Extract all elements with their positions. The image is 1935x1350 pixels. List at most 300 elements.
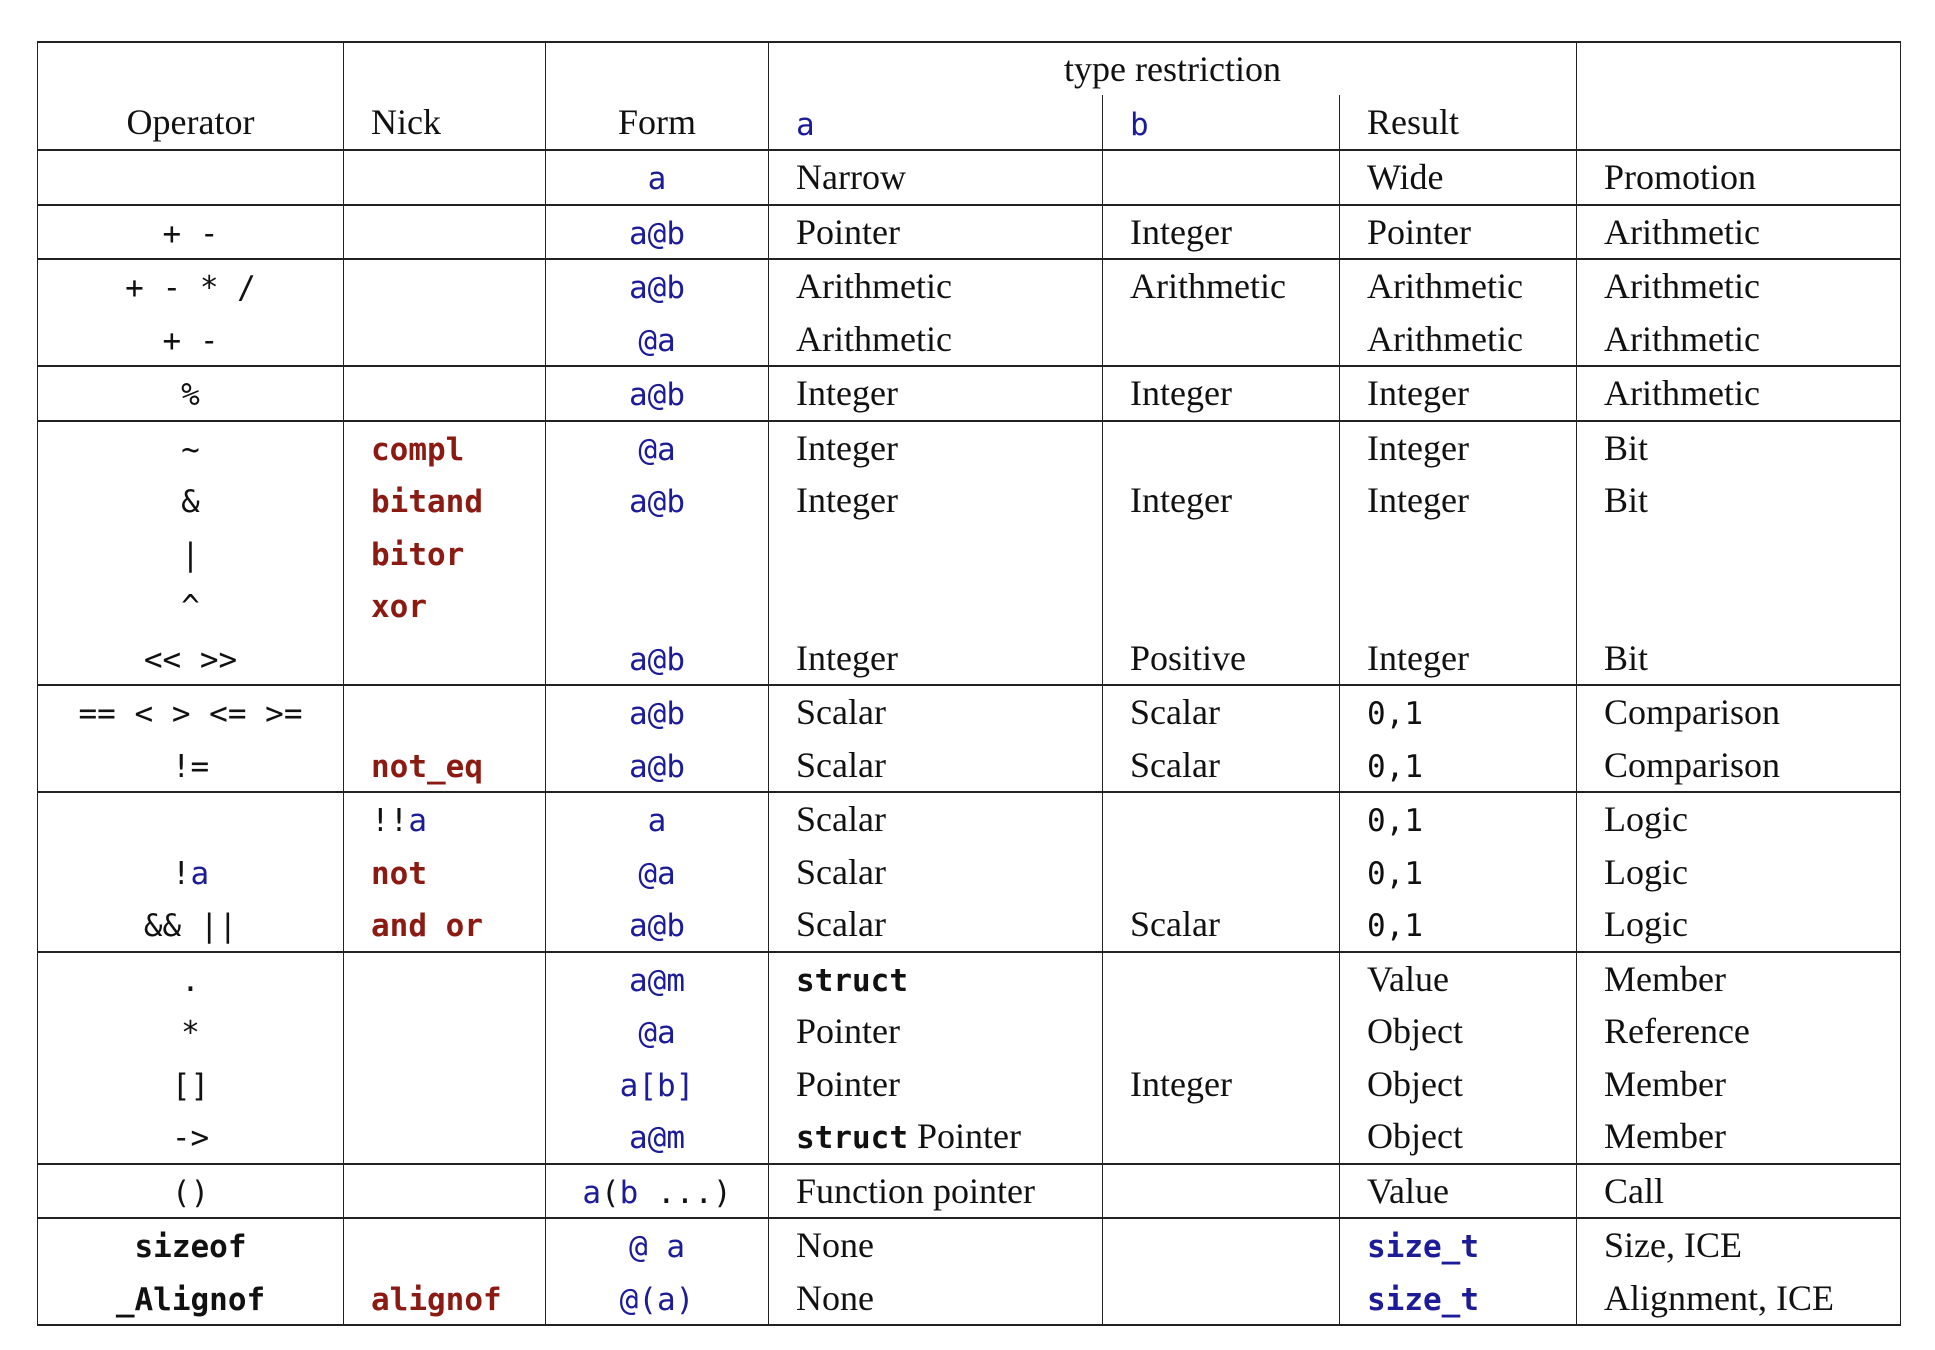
cell-text: . [181,962,200,999]
cell-line [1130,953,1339,1006]
cell-text: Integer [1130,480,1232,520]
cell-text: Object [1367,1116,1463,1156]
cell-text: Arithmetic [796,266,952,306]
cell-type-b [1103,366,1340,421]
cell-type-a [769,792,1103,952]
cell-text: a@b [629,696,685,732]
cell-text: a[b] [619,1067,695,1104]
cell-operator [38,421,344,686]
cell-line [1367,260,1576,313]
cell-text: Member [1604,958,1726,999]
cell-operator [38,952,344,1164]
cell-line [1130,739,1339,792]
cell-text: + - [162,215,219,252]
cell-text: Integer [1367,480,1469,520]
cell-line [796,898,1102,951]
cell-form [546,205,769,260]
cell-line [38,739,343,792]
cell-text: Arithmetic [1604,266,1760,306]
cell-promotion [1577,1218,1901,1325]
cell-line [38,367,343,420]
cell-type-a [769,366,1103,421]
cell-line [371,953,545,1006]
cell-text: a@b [629,641,685,678]
cell-line [1130,206,1339,259]
cell-text: Scalar [796,799,886,839]
cell-line [371,367,545,420]
cell-line [1367,1219,1576,1272]
cell-result [1340,366,1577,421]
cell-text: ! [171,855,191,892]
cell-line [1604,313,1900,366]
cell-line [1130,846,1339,899]
cell-text: Pointer [907,1116,1021,1156]
cell-nick [344,205,546,260]
cell-line [1367,1165,1576,1218]
table-row-group [38,1164,1901,1219]
cell-text: not_eq [371,748,483,785]
table-row-group [38,1218,1901,1325]
cell-line [1367,1110,1576,1163]
cell-line [371,579,545,632]
cell-line [1367,422,1576,475]
cell-text: 0,1 [1367,696,1423,732]
cell-line [1604,422,1900,475]
cell-text: size_t [1367,1281,1479,1318]
cell-form [546,1218,769,1325]
cell-text: a [190,855,210,892]
cell-line [1367,898,1576,951]
cell-type-a [769,259,1103,366]
cell-text: Pointer [796,1011,900,1051]
cell-line [38,1005,343,1058]
cell-promotion [1577,366,1901,421]
cell-line [796,260,1102,313]
cell-line [38,953,343,1006]
cell-text: Comparison [1604,744,1781,785]
cell-line [1367,1005,1576,1058]
cell-line [38,1272,343,1325]
cell-line [1604,474,1900,527]
cell-text: ~ [181,431,200,468]
cell-type-b [1103,421,1340,686]
cell-line [1604,1058,1900,1111]
cell-text: Scalar [796,851,886,892]
cell-line [38,686,343,739]
cell-type-b [1103,952,1340,1164]
cell-line [546,1058,768,1111]
cell-nick [344,685,546,792]
cell-line [371,793,545,846]
cell-text: a@b [629,215,685,252]
cell-text: 0,1 [1367,748,1423,785]
cell-text: Integer [796,480,898,520]
cell-line [1130,686,1339,739]
cell-text: a [582,1174,601,1211]
cell-text: Integer [1130,211,1232,252]
cell-line [1130,898,1339,951]
cell-text: ...) [638,1174,732,1211]
cell-text: Bit [1604,427,1649,468]
cell-line [546,686,768,739]
cell-line [1130,793,1339,846]
cell-operator [38,205,344,260]
cell-text: % [181,377,200,413]
cell-text: Bit [1604,480,1649,520]
cell-nick [344,952,546,1164]
cell-nick [344,792,546,952]
cell-line [1130,151,1339,204]
cell-text: Comparison [1604,692,1781,732]
cell-line [371,527,545,580]
cell-text: Logic [1604,799,1688,839]
cell-line [796,527,1102,580]
cell-line [38,1219,343,1272]
cell-text: Integer [1367,637,1469,678]
cell-line [38,313,343,366]
cell-text: a@b [629,377,685,413]
cell-line [1604,367,1900,420]
cell-line [1367,527,1576,580]
table-row-group [38,366,1901,421]
cell-line [1130,1165,1339,1218]
cell-form [546,792,769,952]
cell-line [1604,1005,1900,1058]
cell-line [796,1005,1102,1058]
cell-line [1367,1058,1576,1111]
cell-text: bitor [371,536,465,573]
table-body [38,150,1901,1325]
table-row-group [38,685,1901,792]
cell-type-a [769,1218,1103,1325]
cell-form [546,685,769,792]
cell-text: Pointer [796,211,900,252]
header-result: Result [1340,95,1577,150]
cell-line [371,1272,545,1325]
cell-text: bitand [371,484,483,520]
cell-text: None [796,1225,874,1265]
cell-line [38,474,343,527]
cell-text: != [171,748,210,785]
cell-line [38,793,343,846]
cell-text: [] [171,1067,210,1104]
cell-operator [38,150,344,205]
cell-line [38,898,343,951]
cell-line [546,632,768,685]
cell-result [1340,421,1577,686]
cell-line [1604,151,1900,204]
cell-line [546,1165,768,1218]
cell-form [546,150,769,205]
cell-promotion [1577,421,1901,686]
cell-line [1604,1219,1900,1272]
header-type-restriction: type restriction [769,42,1577,95]
cell-line [1367,151,1576,204]
cell-result [1340,685,1577,792]
cell-text: Bit [1604,637,1649,678]
cell-text: & [181,484,200,520]
cell-text: Object [1367,1011,1463,1051]
cell-line [38,579,343,632]
cell-line [38,527,343,580]
cell-line [371,422,545,475]
cell-form [546,952,769,1164]
cell-line [1367,367,1576,420]
cell-type-a [769,685,1103,792]
cell-line [38,206,343,259]
cell-line [38,1110,343,1163]
cell-text: and or [371,908,483,944]
cell-text: Object [1367,1063,1463,1104]
cell-promotion [1577,952,1901,1164]
cell-text: Value [1367,958,1449,999]
cell-type-b [1103,792,1340,952]
cell-nick [344,150,546,205]
cell-line [371,1219,545,1272]
cell-nick [344,421,546,686]
cell-operator [38,685,344,792]
cell-promotion [1577,685,1901,792]
cell-line [1604,739,1900,792]
cell-operator [38,792,344,952]
cell-text: Arithmetic [1130,266,1286,306]
cell-line [1130,367,1339,420]
cell-text: struct [796,962,908,999]
cell-text: a@b [629,748,685,785]
cell-text: Integer [796,373,898,413]
cell-line [1367,793,1576,846]
cell-text: a@m [629,962,685,999]
cell-text: !! [371,803,409,839]
cell-line [796,1165,1102,1218]
header-promotion-blank [1577,42,1901,150]
cell-line [1604,686,1900,739]
cell-line [546,151,768,204]
cell-line [796,313,1102,366]
cell-text: not [371,855,427,892]
cell-line [796,474,1102,527]
cell-line [1367,474,1576,527]
cell-line [1130,422,1339,475]
header-a: a [769,95,1103,150]
cell-line [546,422,768,475]
cell-line [796,1110,1102,1163]
cell-text: ( [601,1174,620,1211]
cell-line [1130,1110,1339,1163]
cell-result [1340,1164,1577,1219]
cell-line [546,953,768,1006]
table-row-group [38,952,1901,1164]
cell-line [371,632,545,685]
cell-line [38,422,343,475]
operator-table [37,41,1901,1326]
cell-type-a [769,421,1103,686]
cell-promotion [1577,150,1901,205]
cell-line [38,1058,343,1111]
cell-line [371,1058,545,1111]
cell-type-a [769,1164,1103,1219]
cell-result [1340,792,1577,952]
cell-line [1130,260,1339,313]
cell-line [1604,579,1900,632]
cell-text: Logic [1604,904,1688,944]
cell-line [1130,579,1339,632]
table-header [38,42,1901,150]
cell-line [796,579,1102,632]
cell-line [546,367,768,420]
cell-text: a@b [629,270,685,306]
cell-type-a [769,150,1103,205]
cell-text: a [647,161,667,197]
cell-text: << >> [143,641,238,678]
cell-text: _Alignof [115,1281,266,1318]
cell-text: sizeof [134,1229,247,1265]
cell-result [1340,205,1577,260]
cell-line [546,260,768,313]
cell-line [1130,1272,1339,1325]
cell-result [1340,1218,1577,1325]
cell-text: a [408,803,427,839]
cell-text: Scalar [796,904,886,944]
cell-text: Function pointer [796,1170,1035,1211]
cell-text: Member [1604,1063,1726,1104]
cell-line [796,953,1102,1006]
cell-text: Pointer [1367,211,1471,252]
cell-text: compl [371,431,465,468]
cell-line [371,151,545,204]
cell-text: + - * / [125,270,256,306]
cell-text: a@b [629,908,685,944]
cell-line [371,846,545,899]
cell-line [371,206,545,259]
cell-line [796,422,1102,475]
cell-text: Arithmetic [1604,211,1760,252]
cell-line [546,793,768,846]
cell-line [1130,1219,1339,1272]
cell-line [1130,632,1339,685]
cell-text: @ a [629,1229,685,1265]
cell-line [796,1219,1102,1272]
cell-line [38,151,343,204]
cell-promotion [1577,792,1901,952]
cell-line [796,367,1102,420]
cell-line [1604,206,1900,259]
cell-line [1367,632,1576,685]
cell-type-b [1103,1218,1340,1325]
cell-text: 0,1 [1367,855,1423,892]
cell-line [1604,898,1900,951]
cell-line [1130,313,1339,366]
cell-text: size_t [1367,1229,1479,1265]
cell-line [546,474,768,527]
cell-text: a [647,803,667,839]
cell-form [546,421,769,686]
cell-line [1604,793,1900,846]
cell-operator [38,259,344,366]
cell-text: Positive [1130,637,1247,678]
cell-text: Logic [1604,851,1688,892]
cell-text: Call [1604,1170,1665,1211]
cell-promotion [1577,205,1901,260]
cell-text: Scalar [796,744,886,785]
cell-type-b [1103,205,1340,260]
cell-line [1367,846,1576,899]
cell-line [796,1272,1102,1325]
cell-line [371,686,545,739]
cell-text: && || [143,908,238,944]
cell-text: ^ [181,589,200,625]
cell-line [546,206,768,259]
cell-line [796,1058,1102,1111]
cell-line [1604,1272,1900,1325]
cell-text: Integer [1367,427,1469,468]
cell-line [371,898,545,951]
cell-operator [38,1218,344,1325]
table-row-group [38,421,1901,686]
cell-line [796,151,1102,204]
cell-text: struct [796,1120,908,1156]
header-b: b [1103,95,1340,150]
cell-text: Arithmetic [1367,266,1523,306]
cell-line [1367,686,1576,739]
cell-text: Promotion [1604,157,1757,197]
cell-text: == < > <= >= [78,696,303,732]
cell-nick [344,366,546,421]
cell-line [796,793,1102,846]
cell-text: Arithmetic [1367,318,1523,359]
header-nick: Nick [344,42,546,150]
table-row-group [38,792,1901,952]
cell-line [796,206,1102,259]
cell-line [1130,1058,1339,1111]
cell-line [1367,953,1576,1006]
cell-promotion [1577,1164,1901,1219]
cell-text: Scalar [796,692,886,732]
cell-text: () [171,1174,210,1211]
cell-result [1340,952,1577,1164]
cell-line [546,1110,768,1163]
cell-text: a@b [629,484,685,520]
cell-text: Pointer [796,1063,900,1104]
cell-line [546,1272,768,1325]
cell-line [1604,1110,1900,1163]
cell-line [1367,579,1576,632]
cell-text: Value [1367,1170,1449,1211]
cell-text: 0,1 [1367,908,1423,944]
cell-nick [344,1164,546,1219]
cell-line [546,579,768,632]
cell-line [1130,1005,1339,1058]
cell-text: Scalar [1130,904,1220,944]
cell-text: @a [638,431,676,468]
cell-text: | [181,536,200,573]
cell-line [371,260,545,313]
cell-line [1367,739,1576,792]
cell-text: Integer [1130,1063,1232,1104]
cell-text: Reference [1604,1011,1750,1051]
cell-text: xor [371,589,427,625]
header-form: Form [546,42,769,150]
cell-text: Wide [1367,157,1444,197]
cell-form [546,259,769,366]
cell-line [371,474,545,527]
cell-text: Member [1604,1116,1726,1156]
cell-text: Integer [796,427,898,468]
cell-type-a [769,205,1103,260]
table-row-group [38,259,1901,366]
cell-line [371,1110,545,1163]
cell-text: Integer [1130,373,1232,413]
